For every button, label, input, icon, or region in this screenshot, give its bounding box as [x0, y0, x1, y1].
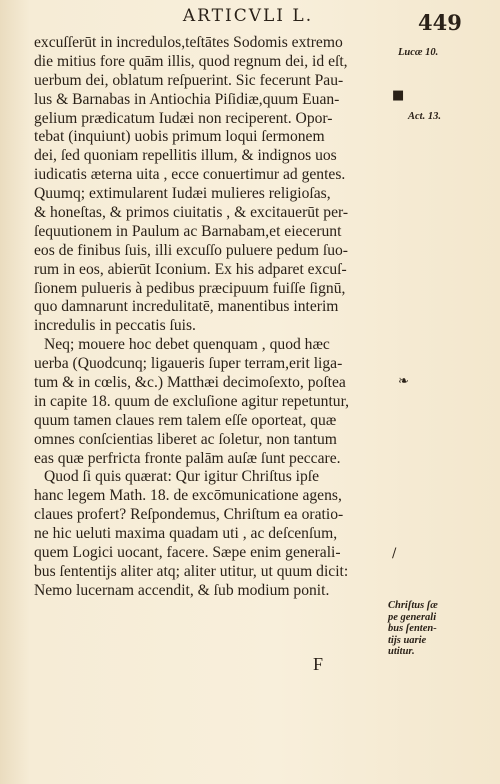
text-line: omnes conſcientias liberet ac ſoletur, non tantum	[34, 430, 337, 448]
text-line: hanc legem Math. 18. de excōmunicatione agens,	[34, 487, 342, 505]
text-line: ſionem pulueris à pedibus præcipuum fuiſſe ſignū,	[34, 279, 346, 297]
main-text	[34, 34, 386, 601]
text-line: die mitius fore quām illis, quod regnum dei, id eſt,	[34, 52, 348, 70]
margin-note-line: bus ſenten-	[388, 623, 437, 634]
signature-mark: F	[313, 654, 324, 674]
running-head: ARTICVLI L.	[182, 6, 314, 26]
text-line: excuſſerūt in incredulos,teſtātes Sodomis extremo	[34, 34, 343, 51]
text-line: uerba (Quodcunq; ligaueris ſuper terram,erit liga-	[34, 355, 343, 373]
text-line: & honeſtas, & primos ciuitatis , & excitauerūt per-	[34, 204, 349, 222]
margin-note-line: pe generali	[388, 611, 437, 623]
flourish-mark-icon: /	[392, 546, 397, 561]
text-line: eos de finibus ſuis, illi excuſſo puluere pedum ſuo-	[34, 241, 348, 259]
text-line: ſequutionem in Paulum ac Barnabam,et eiecerunt	[34, 222, 342, 240]
text-line: eas quæ perfricta fronte palām auſæ ſunt peccare.	[34, 449, 341, 467]
text-line: ne hic ueluti maxima quadam uti , ac deſcenſum,	[34, 525, 338, 543]
margin-note-christus	[388, 600, 438, 658]
text-line: gelium prædicatum Iudæi non reciperent. Opor-	[34, 109, 333, 127]
margin-note-luke: Lucæ 10.	[398, 47, 439, 58]
text-line: Nemo lucernam accendit, & ſub modium ponit.	[34, 581, 330, 599]
margin-note-acts: Act. 13.	[408, 111, 441, 122]
text-line: Neq; mouere hoc debet quenquam , quod hæc	[44, 336, 330, 354]
text-line: in capite 18. quum de excluſione agitur repetuntur,	[34, 392, 350, 410]
text-line: rum in eos, abierūt Iconium. Ex his adparet excuſ-	[34, 260, 347, 278]
margin-note-line: tijs uarie	[388, 634, 427, 646]
text-line: incredulis in peccatis ſuis.	[34, 317, 196, 335]
text-line: quem Logici uocant, facere. Sæpe enim generali-	[34, 544, 341, 562]
text-line: tum & in cœlis, &c.) Matthæi decimoſexto, poſtea	[34, 374, 346, 392]
page-number: 449	[418, 10, 462, 35]
text-line: tebat (inquiunt) uobis primum loqui ſermonem	[34, 128, 325, 146]
text-line: Quod ſi quis quærat: Qur igitur Chriſtus ipſe	[44, 468, 320, 486]
text-line: Quumq; extimularent Iudæi mulieres religioſas,	[34, 185, 331, 203]
text-line: claues profert? Reſpondemus, Chriſtum ea oratio-	[34, 506, 344, 524]
text-line: bus ſententijs aliter atq; aliter utitur, ut quum dicit:	[34, 562, 349, 580]
margin-note-line: utitur.	[388, 646, 415, 657]
text-line: iudicatis æterna uita , ecce conuertimur ad gentes.	[34, 166, 346, 184]
text-line: quum tamen claues rem talem eſſe oporteat, quæ	[34, 411, 337, 429]
text-line: lus & Barnabas in Antiochia Piſidiæ,quum Euan-	[34, 90, 340, 108]
flourish-mark-icon: ❧	[398, 374, 409, 389]
text-line: dei, ſed quoniam repellitis illum, & indignos uos	[34, 147, 337, 165]
margin-note-line: Chriſtus ſæ	[388, 600, 438, 611]
text-line: uerbum dei, oblatum reſpuerint. Sic fecerunt Pau-	[34, 71, 344, 89]
text-line: quo damnarunt incredulitatē, manentibus interim	[34, 298, 339, 316]
flourish-mark-icon: ■	[392, 88, 405, 103]
